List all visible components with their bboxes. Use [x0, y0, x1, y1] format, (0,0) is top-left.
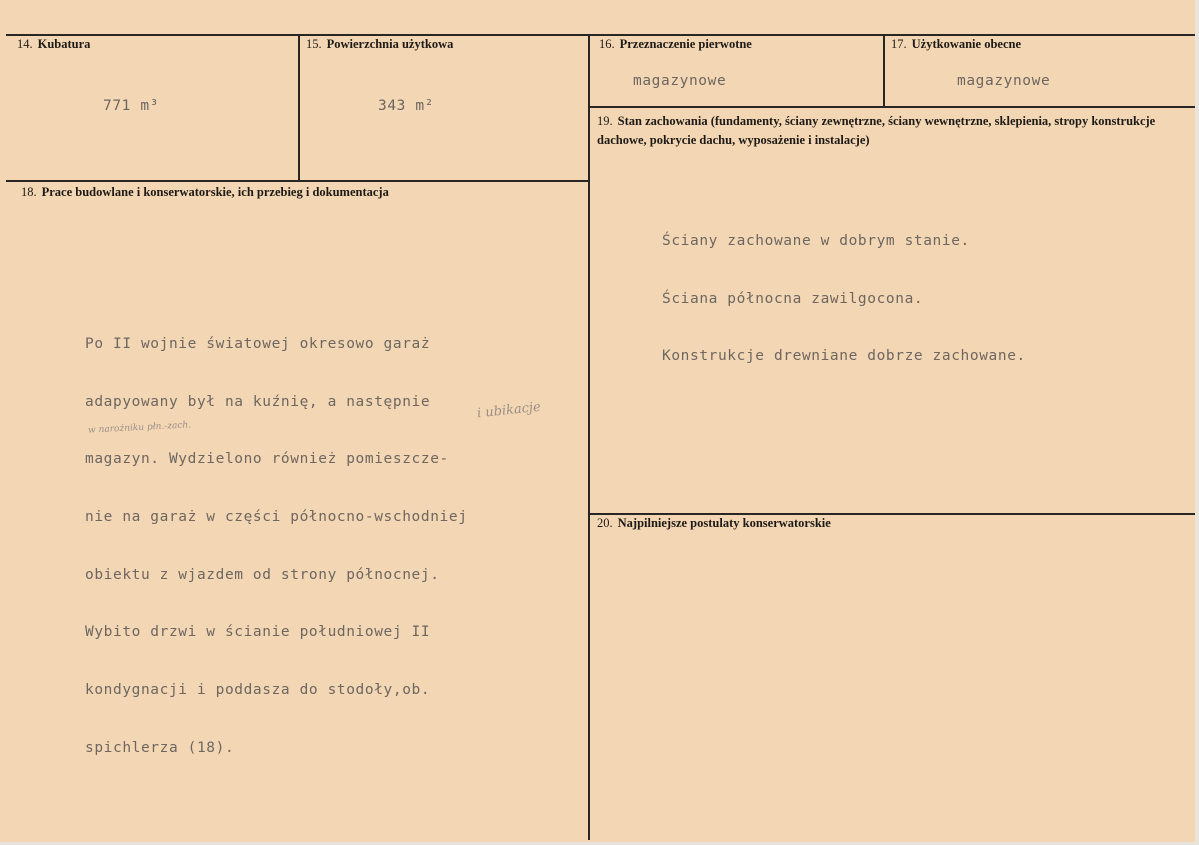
f19-label [597, 112, 1157, 150]
rule-under-f16-f17 [590, 106, 1195, 108]
f17-value: magazynowe [957, 73, 1051, 89]
rule-under-f14-f15 [6, 180, 590, 182]
f16-title: Przeznaczenie pierwotne [619, 37, 752, 51]
f20-number: 20. [597, 516, 613, 530]
f14-title: Kubatura [37, 37, 91, 51]
f20-label [597, 516, 831, 531]
f19-text [662, 197, 1026, 402]
f18-line: Wybito drzwi w ścianie południowej II [85, 624, 431, 641]
f15-number: 15. [306, 37, 322, 51]
f18-line: obiektu z wjazdem od strony północnej. [85, 566, 440, 583]
handwritten-note: w narożniku płn.-zach. [87, 420, 192, 436]
f17-label [891, 37, 1021, 52]
f15-title: Powierzchnia użytkowa [326, 37, 454, 51]
f14-label [17, 37, 90, 52]
f17-number: 17. [891, 37, 907, 51]
f18-number: 18. [21, 185, 37, 199]
f15-label [306, 37, 453, 52]
f14-number: 14. [17, 37, 33, 51]
divider-f16-f17 [883, 34, 885, 106]
f18-line: Po II wojnie światowej okresowo garaż [85, 336, 431, 352]
f18-label [21, 185, 389, 200]
f19-line: Ściany zachowane w dobrym stanie. [662, 233, 970, 249]
top-rule [6, 34, 1195, 36]
divider-main [588, 34, 590, 840]
f20-title: Najpilniejsze postulaty konserwatorskie [617, 516, 831, 530]
f14-value: 771 m³ [103, 98, 159, 114]
f16-label [599, 37, 752, 52]
f17-title: Użytkowanie obecne [911, 37, 1021, 51]
divider-f14-f15 [298, 34, 300, 180]
handwritten-addition: i ubikacje [476, 399, 542, 422]
f19-line: Ściana północna zawilgocona. [662, 290, 924, 307]
paper-edge-right [1195, 0, 1199, 845]
f19-line: Konstrukcje drewniane dobrze zachowane. [662, 348, 1026, 364]
f18-line: adapyowany był na kuźnię, a następnie [85, 393, 431, 410]
f18-line: kondygnacji i poddasza do stodoły,ob. [85, 682, 431, 699]
rule-above-f20 [590, 513, 1195, 515]
f18-title: Prace budowlane i konserwatorskie, ich przebieg i dokumentacja [41, 185, 389, 199]
f18-line: nie na garaż w części północno-wschodniej [85, 509, 468, 526]
f19-number: 19. [597, 114, 613, 128]
f15-value: 343 m² [378, 98, 434, 114]
f18-text [85, 300, 468, 794]
f16-value: magazynowe [633, 73, 727, 89]
f18-line: magazyn. Wydzielono również pomieszcze- [85, 451, 449, 468]
f16-number: 16. [599, 37, 615, 51]
f19-title: Stan zachowania (fundamenty, ściany zewnętrzne, ściany wewnętrzne, sklepienia, stropy konstrukcje dachowe, pokrycie dachu, wyposażenie i instalacje) [597, 114, 1156, 147]
f18-line: spichlerza (18). [85, 739, 235, 756]
